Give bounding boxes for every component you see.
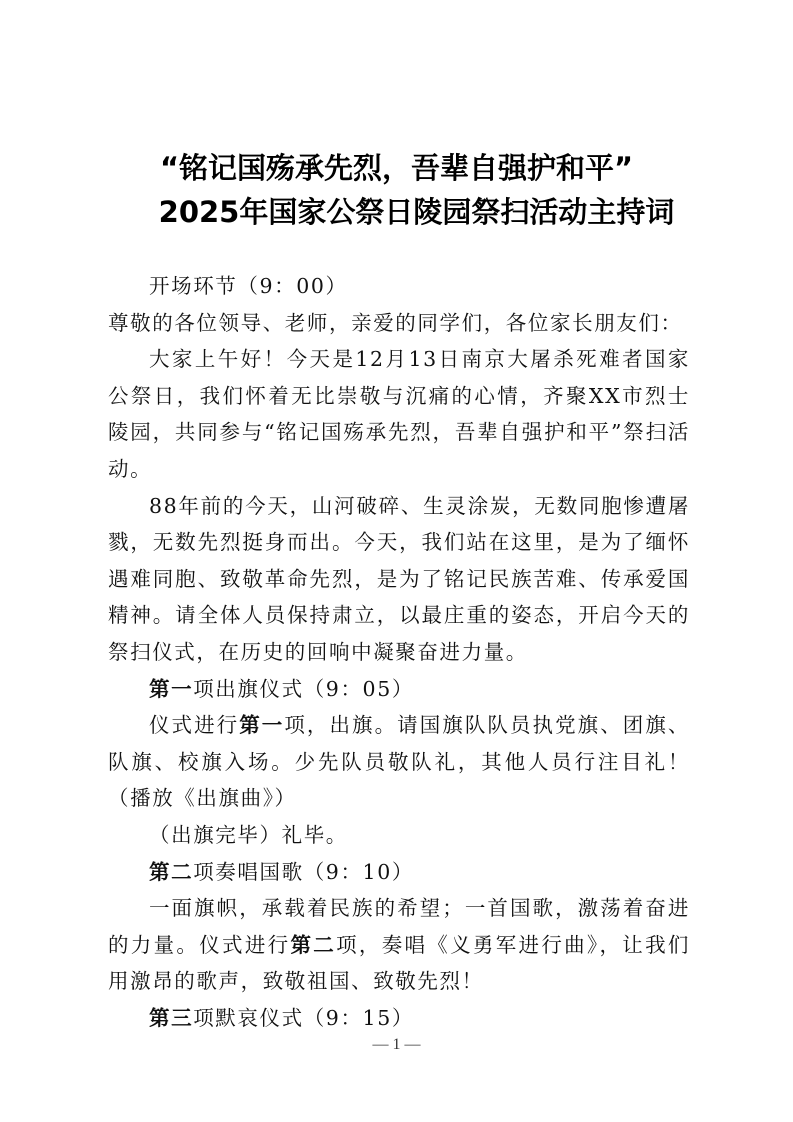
bold-item-number: 第三: [149, 1005, 194, 1030]
section-heading-anthem: 第二项奏唱国歌（9：10）: [149, 859, 414, 884]
paragraph-greeting: 大家上午好！今天是12月13日南京大屠杀死难者国家公祭日，我们怀着无比崇敬与沉痛的心情，齐聚XX市烈士陵园，共同参与“铭记国殇承先烈，吾辈自强护和平”祭扫活动。: [108, 347, 690, 481]
paragraph-flag: 仪式进行第一项，出旗。请国旗队队员执党旗、团旗、队旗、校旗入场。少先队员敬队礼，其他人员行注目礼！（播放《出旗曲》）: [108, 713, 690, 811]
paragraph-history: 88年前的今天，山河破碎、生灵涂炭，无数同胞惨遭屠戮，无数先烈挺身而出。今天，我们站在这里，是为了缅怀遇难同胞、致敬革命先烈，是为了铭记民族苦难、传承爱国精神。请全体人员保持肃立，以最庄重的姿态，开启今天的祭扫仪式，在历史的回响中凝聚奋进力量。: [108, 493, 690, 664]
bold-item-number: 第二: [149, 859, 194, 884]
paragraph-anthem: 一面旗帜，承载着民族的希望；一首国歌，激荡着奋进的力量。仪式进行第二项，奏唱《义勇军进行曲》，让我们用激昂的歌声，致敬祖国、致敬先烈！: [108, 896, 691, 994]
bold-item-number: 第一: [149, 676, 194, 701]
paragraph-flag-done: （出旗完毕）礼毕。: [149, 822, 348, 847]
section-heading-flag: 第一项出旗仪式（9：05）: [149, 676, 414, 701]
salutation: 尊敬的各位领导、老师，亲爱的同学们，各位家长朋友们：: [108, 310, 683, 335]
section-heading-silence: 第三项默哀仪式（9：15）: [149, 1005, 414, 1030]
document-title: [0, 146, 793, 234]
title-line-2: 2025年国家公祭日陵园祭扫活动主持词: [158, 195, 675, 229]
section-heading-opening: 开场环节（9：00）: [149, 274, 348, 298]
page-number: — 1 —: [372, 1036, 421, 1053]
document-body: [108, 268, 690, 1036]
title-line-1: “铭记国殇承先烈，吾辈自强护和平”: [159, 151, 634, 185]
